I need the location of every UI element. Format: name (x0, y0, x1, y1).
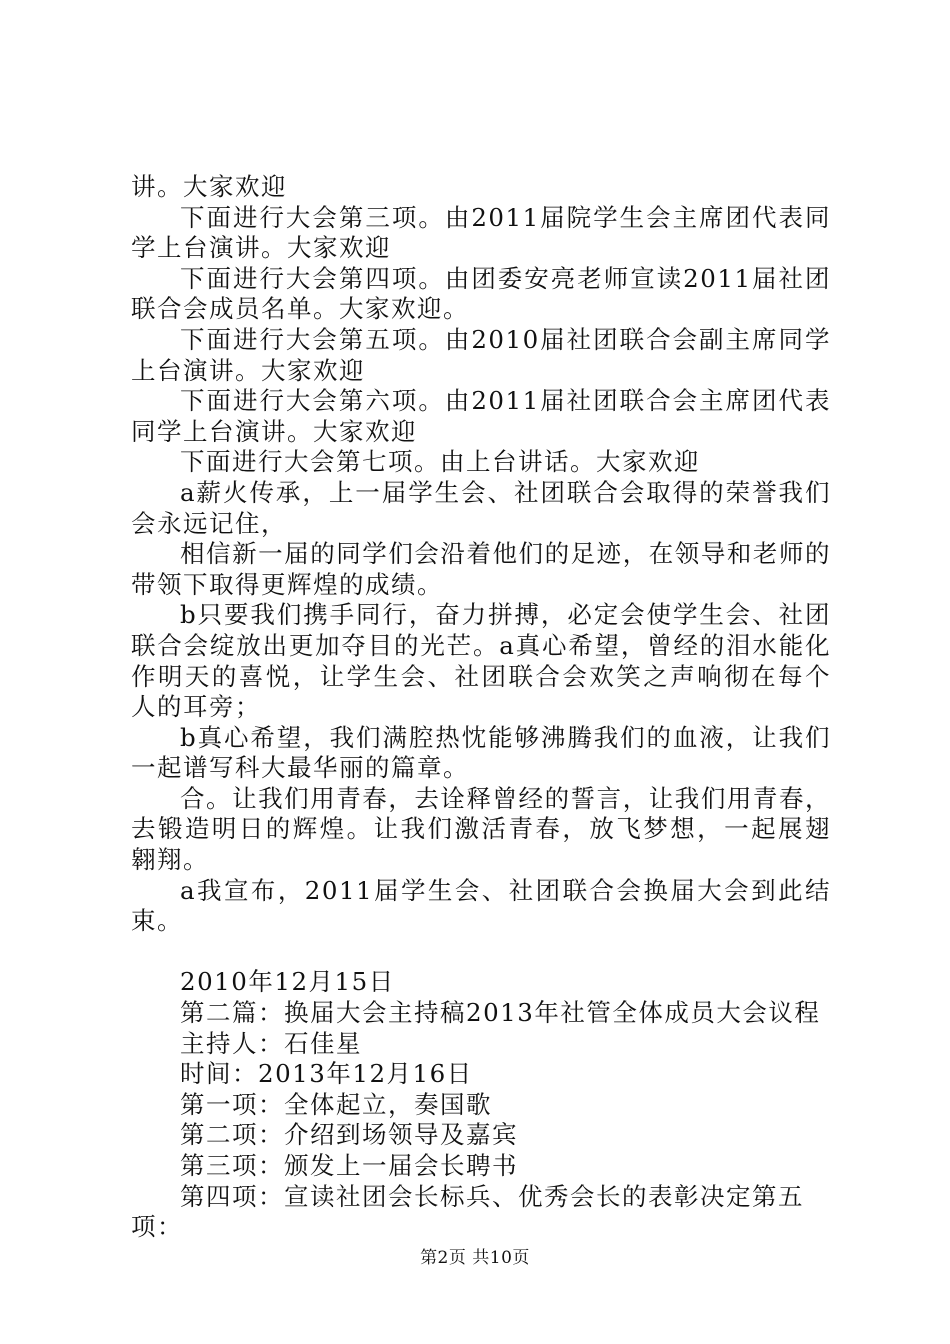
date-line: 2010年12月15日 (180, 967, 395, 997)
paragraph: 下面进行大会第四项。由团委安亮老师宣读2011届社团联合会成员名单。大家欢迎。 (131, 263, 831, 324)
paragraph: 下面进行大会第七项。由上台讲话。大家欢迎 (180, 447, 700, 477)
paragraph: 合。让我们用青春，去诠释曾经的誓言，让我们用青春，去锻造明日的辉煌。让我们激活青春，放飞梦想，一起展翅翱翔。 (131, 783, 831, 875)
time-line: 时间：2013年12月16日 (180, 1059, 473, 1089)
agenda-item: 第四项：宣读社团会长标兵、优秀会长的表彰决定第五项： (131, 1181, 804, 1242)
agenda-item: 第三项：颁发上一届会长聘书 (180, 1151, 518, 1180)
host-line: 主持人：石佳星 (180, 1028, 362, 1058)
agenda-item: 第一项：全体起立，奏国歌 (180, 1089, 492, 1119)
paragraph: b真心希望，我们满腔热忱能够沸腾我们的血液，让我们一起谱写科大最华丽的篇章。 (131, 722, 831, 783)
page-number-footer: 第2页 共10页 (420, 1248, 530, 1268)
paragraph: 下面进行大会第六项。由2011届社团联合会主席团代表同学上台演讲。大家欢迎 (131, 386, 831, 446)
document-body (131, 172, 831, 1243)
paragraph: a薪火传承，上一届学生会、社团联合会取得的荣誉我们会永远记住， (131, 477, 831, 538)
agenda-item: 第二项：介绍到场领导及嘉宾 (180, 1120, 518, 1150)
blank-line (131, 937, 831, 968)
paragraph: b只要我们携手同行，奋力拼搏，必定会使学生会、社团联合会绽放出更加夺目的光芒。a真心希望，曾经的泪水能化作明天的喜悦，让学生会、社团联合会欢笑之声响彻在每个人的耳旁； (131, 600, 831, 722)
paragraph: 讲。大家欢迎 (131, 172, 287, 201)
paragraph: 下面进行大会第三项。由2011届院学生会主席团代表同学上台演讲。大家欢迎 (131, 202, 831, 263)
paragraph: a我宣布，2011届学生会、社团联合会换届大会到此结束。 (131, 875, 831, 936)
paragraph: 相信新一届的同学们会沿着他们的足迹，在领导和老师的带领下取得更辉煌的成绩。 (131, 539, 831, 599)
paragraph: 下面进行大会第五项。由2010届社团联合会副主席同学上台演讲。大家欢迎 (131, 324, 831, 385)
section-heading: 第二篇：换届大会主持稿2013年社管全体成员大会议程 (180, 998, 821, 1028)
